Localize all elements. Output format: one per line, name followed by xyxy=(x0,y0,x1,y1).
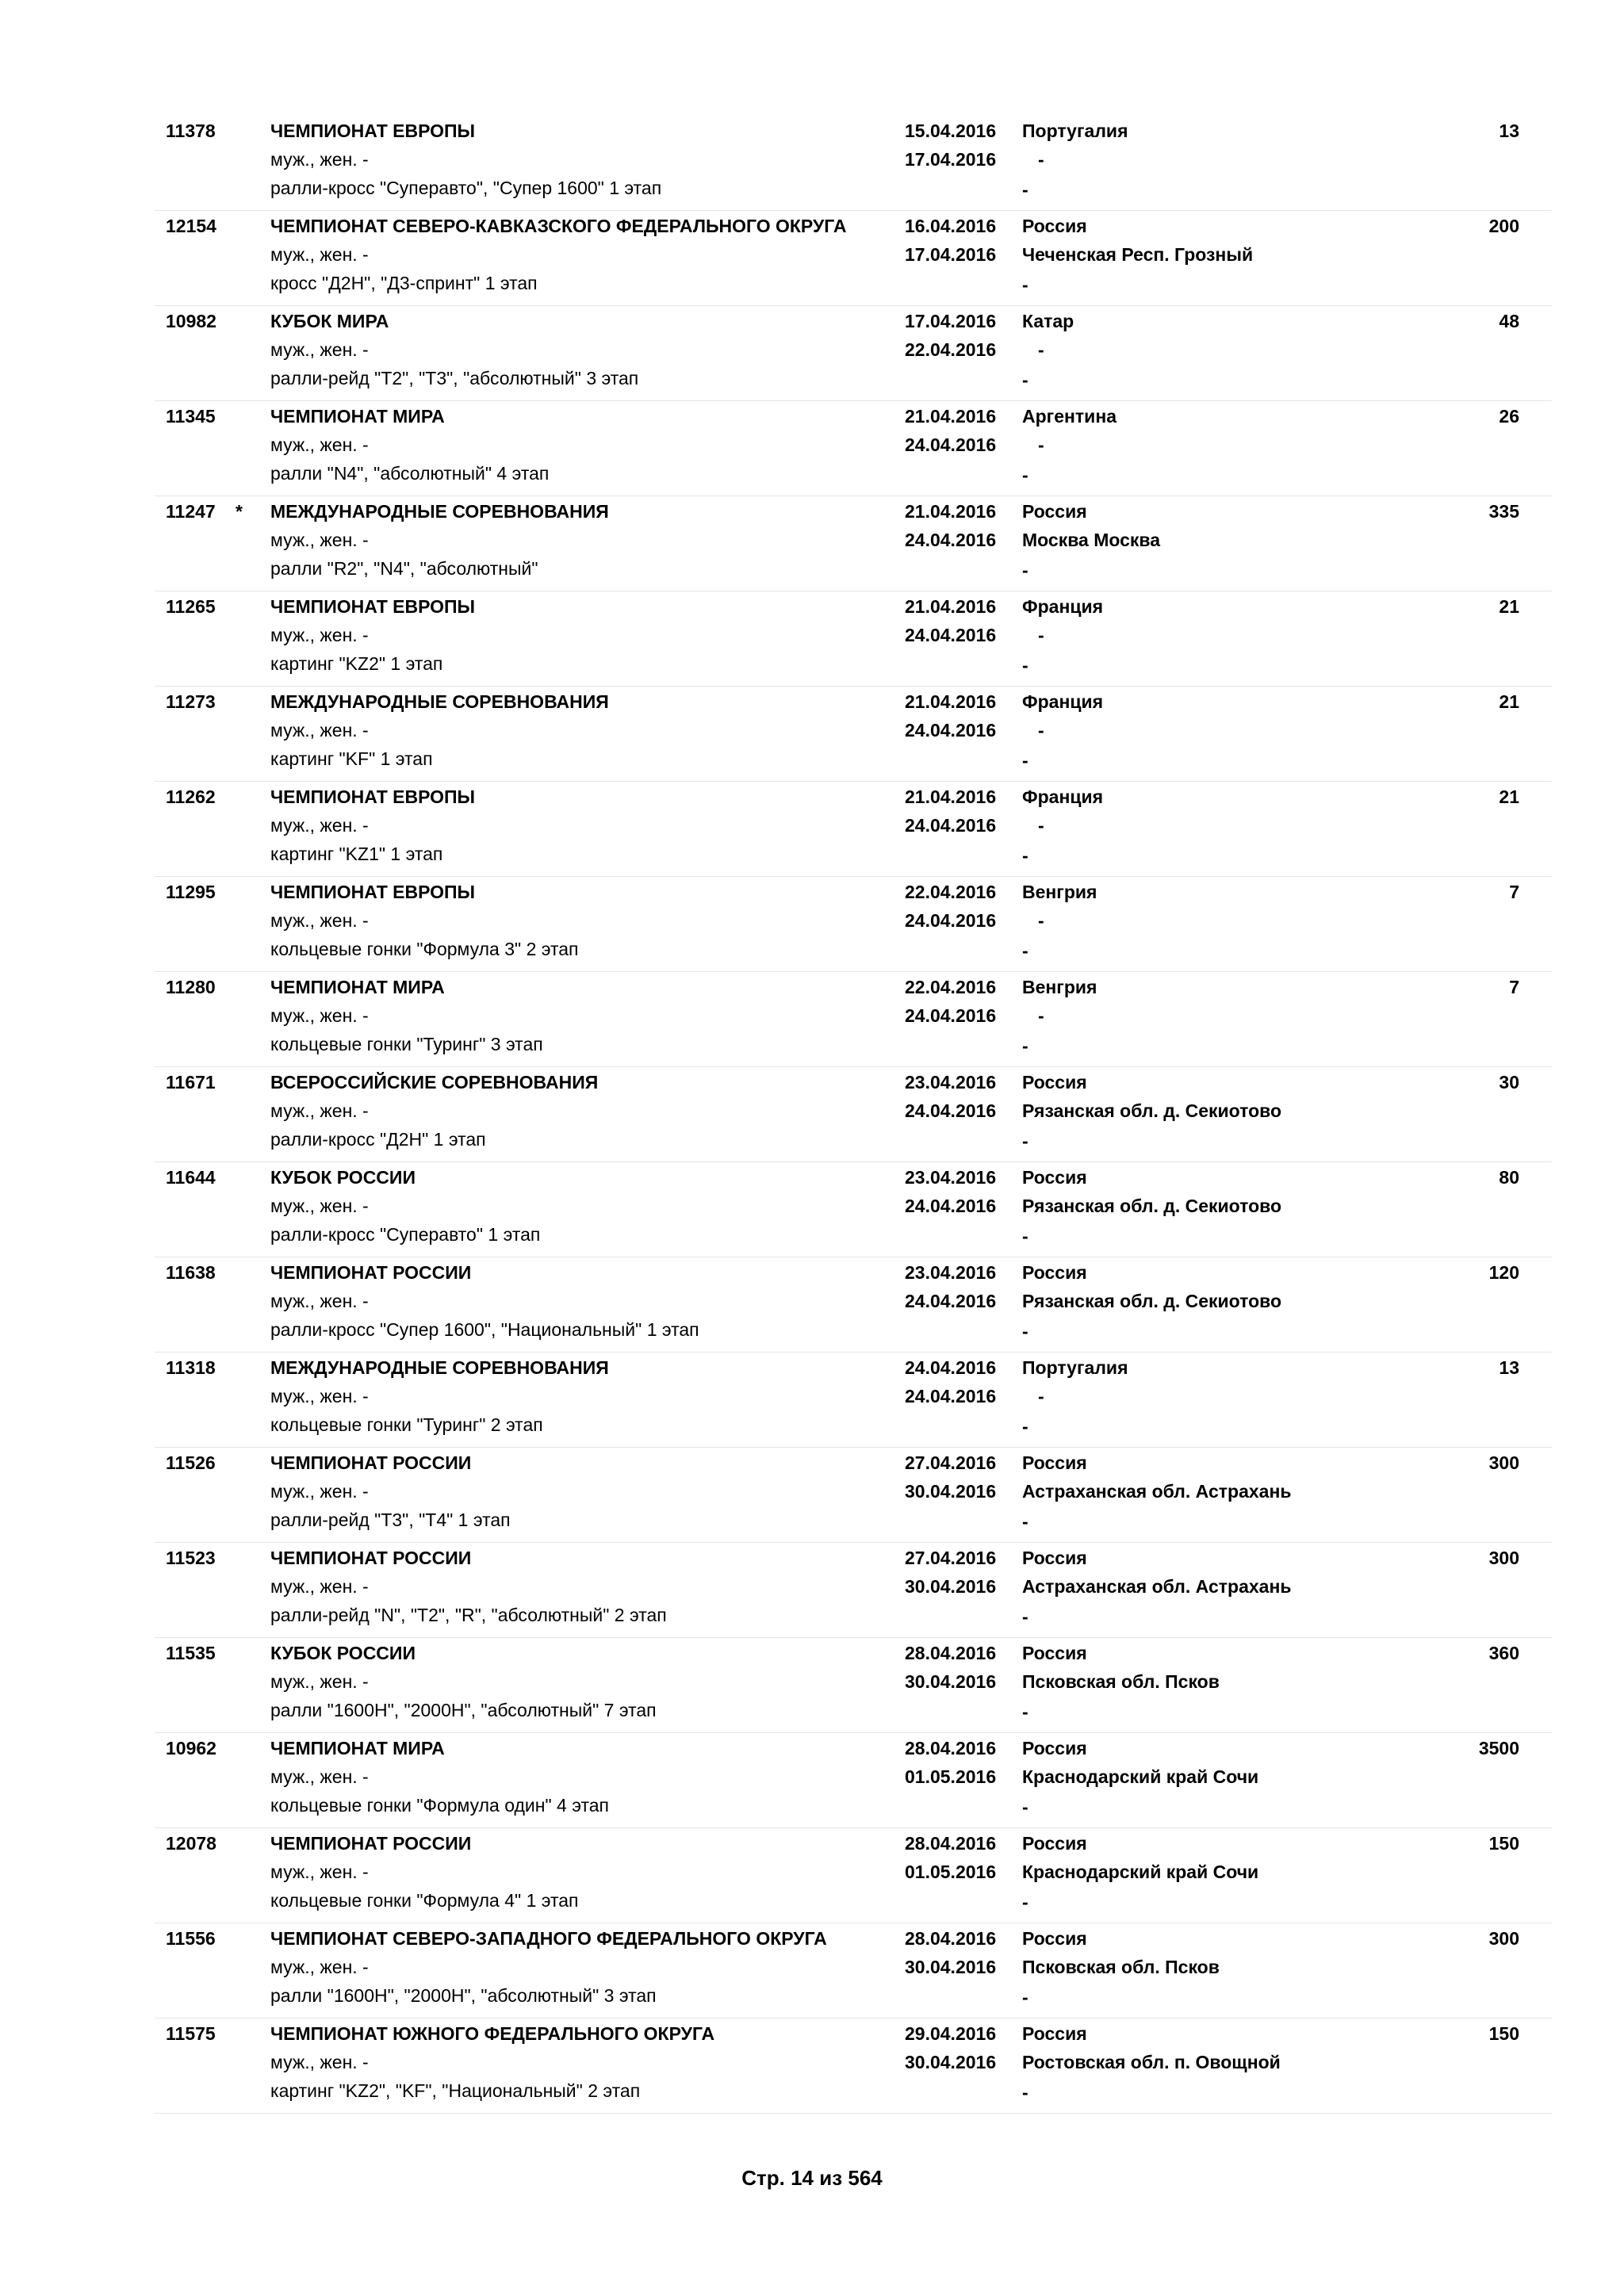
event-discipline: кольцевые гонки "Формула 4" 1 этап xyxy=(270,1890,579,1911)
event-extra: - xyxy=(1022,560,1028,580)
event-title: КУБОК РОССИИ xyxy=(270,1167,416,1188)
event-country: Аргентина xyxy=(1022,406,1117,427)
event-participants: 48 xyxy=(1499,311,1519,331)
event-id: 10982 xyxy=(166,311,216,331)
event-date-end: 24.04.2016 xyxy=(905,530,997,550)
event-gender: муж., жен. - xyxy=(270,1386,369,1406)
event-title: ЧЕМПИОНАТ ЕВРОПЫ xyxy=(270,786,476,807)
event-date-start: 21.04.2016 xyxy=(905,501,997,522)
event-participants: 150 xyxy=(1488,1833,1519,1854)
event-participants: 300 xyxy=(1488,1452,1519,1473)
event-title: МЕЖДУНАРОДНЫЕ СОРЕВНОВАНИЯ xyxy=(270,1357,609,1378)
event-participants: 26 xyxy=(1499,406,1519,427)
event-country: Россия xyxy=(1022,1643,1087,1663)
event-date-start: 21.04.2016 xyxy=(905,406,997,427)
event-row xyxy=(155,1828,1552,1923)
event-participants: 7 xyxy=(1509,882,1519,902)
event-date-start: 17.04.2016 xyxy=(905,311,997,331)
event-gender: муж., жен. - xyxy=(270,910,369,931)
event-extra: - xyxy=(1022,1416,1028,1437)
event-discipline: ралли-кросс "Суперавто", "Супер 1600" 1 этап xyxy=(270,178,662,198)
event-gender: муж., жен. - xyxy=(270,434,369,455)
event-extra: - xyxy=(1022,1892,1028,1912)
event-date-start: 27.04.2016 xyxy=(905,1452,997,1473)
event-discipline: кольцевые гонки "Формула 3" 2 этап xyxy=(270,939,579,959)
event-id: 11575 xyxy=(166,2023,216,2044)
event-id: 11535 xyxy=(166,1643,216,1663)
event-gender: муж., жен. - xyxy=(270,1671,369,1692)
event-row xyxy=(155,687,1552,782)
event-title: ЧЕМПИОНАТ ЕВРОПЫ xyxy=(270,596,476,617)
event-row xyxy=(155,211,1552,306)
event-region: Москва Москва xyxy=(1022,530,1161,550)
event-title: МЕЖДУНАРОДНЫЕ СОРЕВНОВАНИЯ xyxy=(270,691,609,712)
event-title: МЕЖДУНАРОДНЫЕ СОРЕВНОВАНИЯ xyxy=(270,501,609,522)
event-discipline: кольцевые гонки "Формула один" 4 этап xyxy=(270,1795,609,1816)
event-title: ЧЕМПИОНАТ СЕВЕРО-КАВКАЗСКОГО ФЕДЕРАЛЬНОГО ОКРУГА xyxy=(270,216,847,236)
event-row xyxy=(155,1162,1552,1257)
event-date-start: 29.04.2016 xyxy=(905,2023,997,2044)
event-date-end: 30.04.2016 xyxy=(905,1957,997,1977)
event-title: ЧЕМПИОНАТ ЕВРОПЫ xyxy=(270,121,476,141)
event-region: Рязанская обл. д. Секиотово xyxy=(1022,1196,1282,1216)
event-gender: муж., жен. - xyxy=(270,815,369,836)
event-id: 11523 xyxy=(166,1548,216,1568)
event-participants: 3500 xyxy=(1478,1738,1519,1758)
event-date-end: 30.04.2016 xyxy=(905,2052,997,2072)
event-extra: - xyxy=(1022,1511,1028,1532)
event-discipline: кольцевые гонки "Туринг" 2 этап xyxy=(270,1414,543,1435)
event-discipline: ралли-рейд "Т3", "Т4" 1 этап xyxy=(270,1510,511,1530)
events-list xyxy=(155,116,1552,2114)
event-row xyxy=(155,1543,1552,1638)
event-id: 11295 xyxy=(166,882,216,902)
event-region: - xyxy=(1038,1386,1044,1406)
event-date-end: 01.05.2016 xyxy=(905,1766,997,1787)
event-region: - xyxy=(1038,339,1044,360)
event-id: 10962 xyxy=(166,1738,216,1758)
event-country: Россия xyxy=(1022,1167,1087,1188)
event-region: Псковская обл. Псков xyxy=(1022,1671,1220,1692)
event-region: Рязанская обл. д. Секиотово xyxy=(1022,1100,1282,1121)
event-date-end: 24.04.2016 xyxy=(905,1005,997,1026)
event-date-end: 30.04.2016 xyxy=(905,1576,997,1597)
event-id: 11262 xyxy=(166,786,216,807)
event-country: Португалия xyxy=(1022,121,1128,141)
event-id: 11556 xyxy=(166,1928,216,1949)
event-date-end: 17.04.2016 xyxy=(905,244,997,265)
event-region: Краснодарский край Сочи xyxy=(1022,1862,1259,1882)
event-region: - xyxy=(1038,149,1044,170)
event-participants: 300 xyxy=(1488,1548,1519,1568)
event-title: ЧЕМПИОНАТ РОССИИ xyxy=(270,1548,472,1568)
event-date-end: 24.04.2016 xyxy=(905,1291,997,1311)
event-row xyxy=(155,972,1552,1067)
event-participants: 30 xyxy=(1499,1072,1519,1093)
event-date-start: 22.04.2016 xyxy=(905,882,997,902)
event-country: Венгрия xyxy=(1022,882,1097,902)
event-country: Россия xyxy=(1022,1548,1087,1568)
page-number: Стр. 14 из 564 xyxy=(741,2166,883,2190)
event-date-start: 28.04.2016 xyxy=(905,1928,997,1949)
event-title: ЧЕМПИОНАТ РОССИИ xyxy=(270,1452,472,1473)
event-discipline: картинг "KZ1" 1 этап xyxy=(270,844,443,864)
event-gender: муж., жен. - xyxy=(270,625,369,645)
event-country: Россия xyxy=(1022,2023,1087,2044)
event-region: - xyxy=(1038,910,1044,931)
event-gender: муж., жен. - xyxy=(270,1957,369,1977)
event-date-start: 21.04.2016 xyxy=(905,786,997,807)
event-row xyxy=(155,116,1552,211)
event-extra: - xyxy=(1022,1987,1028,2007)
event-row xyxy=(155,401,1552,496)
event-discipline: ралли "1600Н", "2000Н", "абсолютный" 3 этап xyxy=(270,1985,657,2006)
event-id: 11265 xyxy=(166,596,216,617)
event-id: 12154 xyxy=(166,216,216,236)
event-date-end: 24.04.2016 xyxy=(905,815,997,836)
event-discipline: ралли "N4", "абсолютный" 4 этап xyxy=(270,463,550,484)
event-date-start: 24.04.2016 xyxy=(905,1357,997,1378)
event-date-start: 15.04.2016 xyxy=(905,121,997,141)
event-discipline: ралли-кросс "Суперавто" 1 этап xyxy=(270,1224,541,1245)
event-row xyxy=(155,2019,1552,2114)
event-gender: муж., жен. - xyxy=(270,1766,369,1787)
event-participants: 335 xyxy=(1488,501,1519,522)
event-date-start: 23.04.2016 xyxy=(905,1072,997,1093)
event-country: Португалия xyxy=(1022,1357,1128,1378)
event-extra: - xyxy=(1022,1606,1028,1627)
event-gender: муж., жен. - xyxy=(270,1576,369,1597)
event-country: Россия xyxy=(1022,1738,1087,1758)
event-date-end: 01.05.2016 xyxy=(905,1862,997,1882)
event-region: Рязанская обл. д. Секиотово xyxy=(1022,1291,1282,1311)
event-gender: муж., жен. - xyxy=(270,720,369,740)
event-country: Россия xyxy=(1022,501,1087,522)
event-country: Франция xyxy=(1022,596,1104,617)
event-region: Ростовская обл. п. Овощной xyxy=(1022,2052,1281,2072)
event-region: Чеченская Респ. Грозный xyxy=(1022,244,1254,265)
event-extra: - xyxy=(1022,179,1028,200)
event-participants: 200 xyxy=(1488,216,1519,236)
event-row xyxy=(155,1448,1552,1543)
event-gender: муж., жен. - xyxy=(270,149,369,170)
event-date-end: 24.04.2016 xyxy=(905,625,997,645)
event-participants: 21 xyxy=(1499,786,1519,807)
event-id: 11280 xyxy=(166,977,216,997)
event-discipline: картинг "KF" 1 этап xyxy=(270,748,433,769)
event-row xyxy=(155,877,1552,972)
event-discipline: ралли "1600Н", "2000Н", "абсолютный" 7 этап xyxy=(270,1700,657,1720)
event-gender: муж., жен. - xyxy=(270,1196,369,1216)
event-row xyxy=(155,1257,1552,1353)
event-date-end: 24.04.2016 xyxy=(905,1196,997,1216)
event-participants: 21 xyxy=(1499,596,1519,617)
event-gender: муж., жен. - xyxy=(270,1100,369,1121)
event-extra: - xyxy=(1022,2082,1028,2103)
event-date-start: 22.04.2016 xyxy=(905,977,997,997)
event-region: - xyxy=(1038,1005,1044,1026)
event-date-start: 28.04.2016 xyxy=(905,1738,997,1758)
event-region: Астраханская обл. Астрахань xyxy=(1022,1576,1292,1597)
event-gender: муж., жен. - xyxy=(270,1005,369,1026)
event-date-start: 27.04.2016 xyxy=(905,1548,997,1568)
event-id: 12078 xyxy=(166,1833,216,1854)
event-date-end: 22.04.2016 xyxy=(905,339,997,360)
event-title: ЧЕМПИОНАТ МИРА xyxy=(270,977,445,997)
event-extra: - xyxy=(1022,1321,1028,1341)
event-date-end: 30.04.2016 xyxy=(905,1481,997,1502)
event-country: Россия xyxy=(1022,1452,1087,1473)
event-id: 11378 xyxy=(166,121,216,141)
event-id: 11638 xyxy=(166,1262,216,1283)
event-region: - xyxy=(1038,815,1044,836)
event-country: Россия xyxy=(1022,1262,1087,1283)
event-extra: - xyxy=(1022,1131,1028,1151)
event-title: КУБОК МИРА xyxy=(270,311,389,331)
event-country: Россия xyxy=(1022,1072,1087,1093)
event-country: Венгрия xyxy=(1022,977,1097,997)
event-title: ЧЕМПИОНАТ МИРА xyxy=(270,406,445,427)
event-country: Россия xyxy=(1022,216,1087,236)
event-id: 11247 xyxy=(166,501,216,522)
event-date-end: 24.04.2016 xyxy=(905,910,997,931)
event-date-end: 24.04.2016 xyxy=(905,1386,997,1406)
event-participants: 300 xyxy=(1488,1928,1519,1949)
event-country: Франция xyxy=(1022,691,1104,712)
event-extra: - xyxy=(1022,845,1028,866)
event-title: ЧЕМПИОНАТ ЕВРОПЫ xyxy=(270,882,476,902)
event-participants: 13 xyxy=(1499,121,1519,141)
event-gender: муж., жен. - xyxy=(270,1291,369,1311)
event-id: 11345 xyxy=(166,406,216,427)
event-date-start: 23.04.2016 xyxy=(905,1167,997,1188)
event-country: Россия xyxy=(1022,1833,1087,1854)
event-date-start: 21.04.2016 xyxy=(905,596,997,617)
event-title: ЧЕМПИОНАТ РОССИИ xyxy=(270,1833,472,1854)
event-country: Франция xyxy=(1022,786,1104,807)
event-date-start: 16.04.2016 xyxy=(905,216,997,236)
event-id: 11318 xyxy=(166,1357,216,1378)
event-date-start: 23.04.2016 xyxy=(905,1262,997,1283)
event-extra: - xyxy=(1022,750,1028,771)
event-title: ЧЕМПИОНАТ МИРА xyxy=(270,1738,445,1758)
event-mark: * xyxy=(236,501,243,522)
event-id: 11644 xyxy=(166,1167,216,1188)
event-discipline: ралли-кросс "Д2Н" 1 этап xyxy=(270,1129,486,1150)
event-id: 11671 xyxy=(166,1072,216,1093)
event-date-end: 24.04.2016 xyxy=(905,1100,997,1121)
event-region: - xyxy=(1038,720,1044,740)
event-region: - xyxy=(1038,625,1044,645)
event-extra: - xyxy=(1022,940,1028,961)
event-gender: муж., жен. - xyxy=(270,530,369,550)
event-participants: 21 xyxy=(1499,691,1519,712)
event-gender: муж., жен. - xyxy=(270,2052,369,2072)
event-row xyxy=(155,591,1552,687)
event-row xyxy=(155,1923,1552,2019)
event-date-start: 21.04.2016 xyxy=(905,691,997,712)
event-region: Астраханская обл. Астрахань xyxy=(1022,1481,1292,1502)
event-date-end: 24.04.2016 xyxy=(905,434,997,455)
event-participants: 150 xyxy=(1488,2023,1519,2044)
event-discipline: ралли "R2", "N4", "абсолютный" xyxy=(270,558,538,579)
event-discipline: ралли-кросс "Супер 1600", "Национальный" 1 этап xyxy=(270,1319,699,1340)
event-extra: - xyxy=(1022,1797,1028,1817)
event-region: Краснодарский край Сочи xyxy=(1022,1766,1259,1787)
event-gender: муж., жен. - xyxy=(270,1481,369,1502)
event-date-start: 28.04.2016 xyxy=(905,1833,997,1854)
event-extra: - xyxy=(1022,1701,1028,1722)
event-title: ЧЕМПИОНАТ ЮЖНОГО ФЕДЕРАЛЬНОГО ОКРУГА xyxy=(270,2023,715,2044)
event-date-start: 28.04.2016 xyxy=(905,1643,997,1663)
event-participants: 13 xyxy=(1499,1357,1519,1378)
event-participants: 360 xyxy=(1488,1643,1519,1663)
event-gender: муж., жен. - xyxy=(270,1862,369,1882)
event-row xyxy=(155,496,1552,591)
event-discipline: ралли-рейд "Т2", "Т3", "абсолютный" 3 этап xyxy=(270,368,639,388)
event-title: ВСЕРОССИЙСКИЕ СОРЕВНОВАНИЯ xyxy=(270,1072,599,1093)
event-row xyxy=(155,1353,1552,1448)
event-id: 11273 xyxy=(166,691,216,712)
event-country: Россия xyxy=(1022,1928,1087,1949)
event-extra: - xyxy=(1022,1035,1028,1056)
event-discipline: кросс "Д2Н", "Д3-спринт" 1 этап xyxy=(270,273,538,293)
event-extra: - xyxy=(1022,369,1028,390)
event-gender: муж., жен. - xyxy=(270,339,369,360)
event-discipline: картинг "KZ2", "KF", "Национальный" 2 этап xyxy=(270,2080,641,2101)
event-row xyxy=(155,1638,1552,1733)
event-date-end: 24.04.2016 xyxy=(905,720,997,740)
event-discipline: кольцевые гонки "Туринг" 3 этап xyxy=(270,1034,543,1054)
event-participants: 80 xyxy=(1499,1167,1519,1188)
event-discipline: ралли-рейд "N", "Т2", "R", "абсолютный" 2 этап xyxy=(270,1605,667,1625)
event-extra: - xyxy=(1022,655,1028,675)
event-gender: муж., жен. - xyxy=(270,244,369,265)
event-participants: 120 xyxy=(1488,1262,1519,1283)
event-date-end: 17.04.2016 xyxy=(905,149,997,170)
event-id: 11526 xyxy=(166,1452,216,1473)
event-extra: - xyxy=(1022,1226,1028,1246)
event-row xyxy=(155,1067,1552,1162)
event-extra: - xyxy=(1022,465,1028,485)
event-row xyxy=(155,782,1552,877)
event-row xyxy=(155,306,1552,401)
event-title: КУБОК РОССИИ xyxy=(270,1643,416,1663)
event-extra: - xyxy=(1022,274,1028,295)
event-row xyxy=(155,1733,1552,1828)
event-region: Псковская обл. Псков xyxy=(1022,1957,1220,1977)
event-date-end: 30.04.2016 xyxy=(905,1671,997,1692)
event-discipline: картинг "KZ2" 1 этап xyxy=(270,653,443,674)
event-title: ЧЕМПИОНАТ СЕВЕРО-ЗАПАДНОГО ФЕДЕРАЛЬНОГО ОКРУГА xyxy=(270,1928,827,1949)
event-country: Катар xyxy=(1022,311,1074,331)
event-region: - xyxy=(1038,434,1044,455)
event-participants: 7 xyxy=(1509,977,1519,997)
event-title: ЧЕМПИОНАТ РОССИИ xyxy=(270,1262,472,1283)
